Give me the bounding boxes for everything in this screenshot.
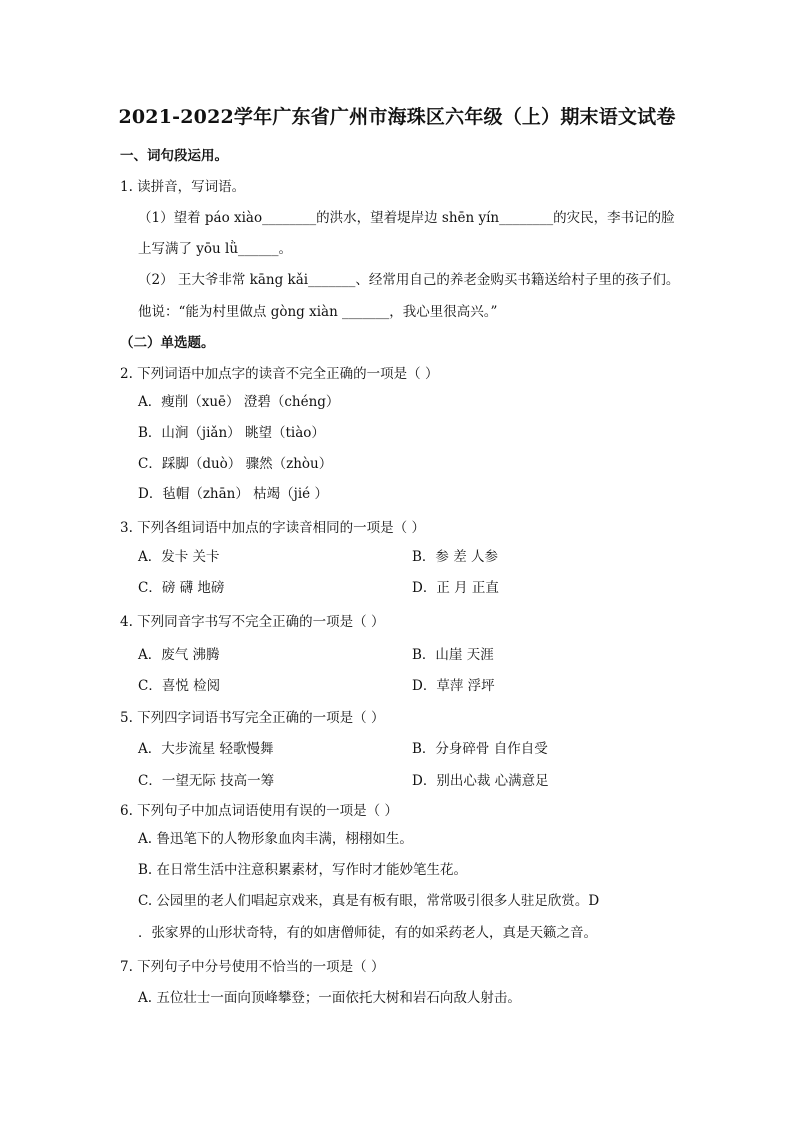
question-2-option-b: B．山涧（jiǎn） 眺望（tiào） — [138, 425, 325, 441]
question-2-stem: 2. 下列词语中加点字的读音不完全正确的一项是（ ） — [120, 366, 439, 382]
question-2-option-c: C．踩脚（duò） 骤然（zhòu） — [138, 456, 333, 472]
question-3-option-a: A．发卡 关卡 — [138, 549, 220, 565]
question-2-option-a: A．瘦削（xuē） 澄碧（chéng） — [138, 394, 340, 410]
question-2-option-d: D．毡帽（zhān） 枯竭（jié ） — [138, 486, 328, 502]
question-1-line-3: （2） 王大爷非常 kāng kǎi_______、经常用自己的养老金购买书籍送给村子里的孩子们。 — [138, 272, 680, 288]
question-5-option-c: C．一望无际 技高一筹 — [138, 773, 275, 789]
question-6-option-d: ．张家界的山形状奇特，有的如唐僧师徒，有的如采药老人，真是天籁之音。 — [138, 925, 597, 941]
question-5-option-a: A．大步流星 轻歌慢舞 — [138, 741, 274, 757]
section-heading-2: （二）单选题。 — [120, 335, 215, 351]
question-7-option-a: A. 五位壮士一面向顶峰攀登；一面依托大树和岩石向敌人射击。 — [138, 990, 521, 1006]
question-4-option-a: A．废气 沸腾 — [138, 647, 220, 663]
question-1-line-4: 他说：“能为村里做点 gòng xiàn _______，我心里很高兴。” — [138, 304, 498, 320]
question-6-option-a: A. 鲁迅笔下的人物形象血肉丰满，栩栩如生。 — [138, 831, 413, 847]
question-3-option-d: D．正 月 正直 — [412, 580, 499, 596]
question-5-option-b: B．分身碎骨 自作自受 — [412, 741, 548, 757]
question-6-option-b: B. 在日常生活中注意积累素材，写作时才能妙笔生花。 — [138, 862, 468, 878]
page-title: 2021-2022学年广东省广州市海珠区六年级（上）期末语文试卷 — [118, 106, 676, 128]
question-4-stem: 4. 下列同音字书写不完全正确的一项是（ ） — [120, 614, 385, 630]
question-1-line-2: 上写满了 yōu lǜ______。 — [138, 241, 293, 257]
question-5-stem: 5. 下列四字词语书写完全正确的一项是（ ） — [120, 710, 385, 726]
question-6-stem: 6. 下列句子中加点词语使用有误的一项是（ ） — [120, 803, 398, 819]
question-4-option-d: D．草萍 浮坪 — [412, 678, 495, 694]
section-heading-1: 一、词句段运用。 — [120, 148, 228, 164]
question-7-stem: 7. 下列句子中分号使用不恰当的一项是（ ） — [120, 959, 385, 975]
question-3-option-c: C．磅 礴 地磅 — [138, 580, 225, 596]
question-5-option-d: D．别出心裁 心满意足 — [412, 773, 549, 789]
question-4-option-b: B．山崖 天涯 — [412, 647, 494, 663]
question-6-option-c: C. 公园里的老人们唱起京戏来，真是有板有眼，常常吸引很多人驻足欣赏。D — [138, 893, 600, 909]
question-4-option-c: C．喜悦 检阅 — [138, 678, 221, 694]
question-1-stem: 1. 读拼音，写词语。 — [120, 179, 246, 195]
question-1-line-1: （1）望着 páo xiào________的洪水，望着堤岸边 shēn yín________的灾民，李书记的脸 — [138, 210, 675, 226]
question-3-stem: 3. 下列各组词语中加点的字读音相同的一项是（ ） — [120, 520, 425, 536]
question-3-option-b: B．参 差 人参 — [412, 549, 499, 565]
